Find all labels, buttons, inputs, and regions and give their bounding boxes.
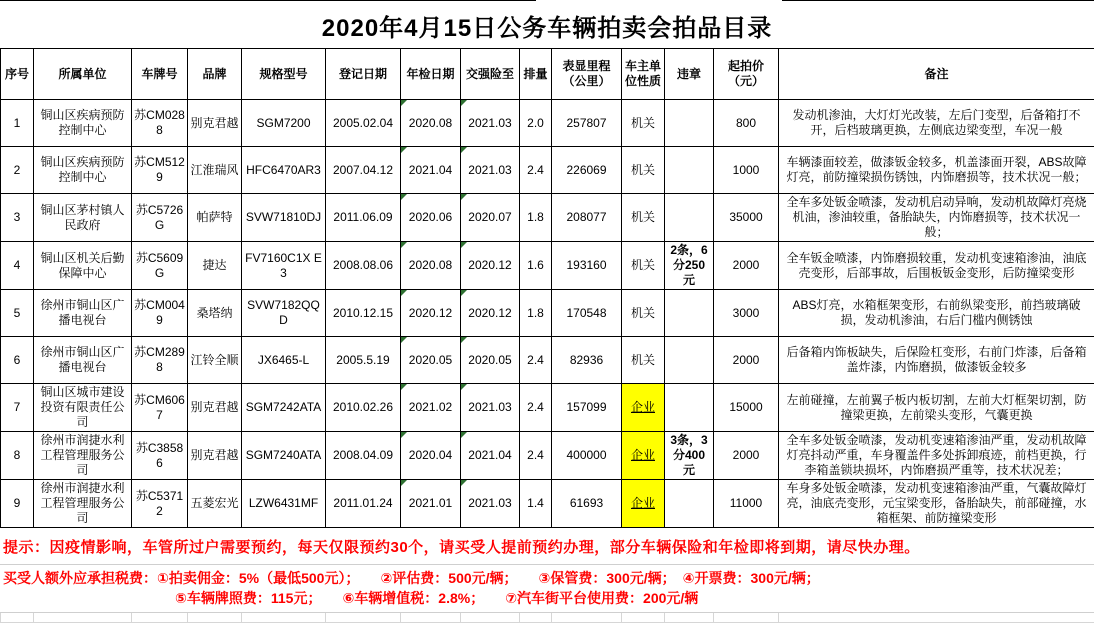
seq-cell: 3 — [1, 194, 34, 242]
table-row — [1, 100, 1094, 147]
col-header-unit: 所属单位 — [34, 49, 132, 100]
mileage-cell: 82936 — [552, 337, 622, 384]
mileage-cell: 257807 — [552, 100, 622, 147]
brand-cell: 江淮瑞风 — [188, 147, 242, 194]
inspection-date-cell: 2021.04 — [401, 147, 461, 194]
brand-cell: 帕萨特 — [188, 194, 242, 242]
col-header-remark: 备注 — [779, 49, 1094, 100]
empty-cell — [1, 613, 34, 623]
model-cell: FV7160C1X E3 — [242, 242, 326, 290]
model-cell: HFC6470AR3 — [242, 147, 326, 194]
inspection-date-cell: 2021.01 — [401, 480, 461, 528]
displacement-cell: 1.8 — [520, 290, 552, 337]
violation-cell — [665, 384, 714, 432]
displacement-cell: 1.4 — [520, 480, 552, 528]
owner-type-cell: 机关 — [622, 242, 665, 290]
violation-cell — [665, 100, 714, 147]
seq-cell: 2 — [1, 147, 34, 194]
inspection-date-cell: 2020.06 — [401, 194, 461, 242]
brand-cell: 捷达 — [188, 242, 242, 290]
col-header-violation: 违章 — [665, 49, 714, 100]
empty-cell — [779, 613, 1094, 623]
empty-cell — [520, 613, 552, 623]
brand-cell: 桑塔纳 — [188, 290, 242, 337]
top-border-right — [782, 0, 1094, 1]
displacement-cell: 2.0 — [520, 100, 552, 147]
plate-cell: 苏C38586 — [132, 432, 188, 480]
col-header-inspection-date: 年检日期 — [401, 49, 461, 100]
displacement-cell: 2.4 — [520, 384, 552, 432]
insurance-date-cell: 2021.04 — [461, 432, 520, 480]
start-price-cell: 3000 — [714, 290, 779, 337]
remark-cell: 全车钣金喷漆，内饰磨损较重，发动机变速箱渗油，油底壳变形，后部事故，后围板钣金变形，后防撞梁变形 — [779, 242, 1094, 290]
owner-type-cell: 机关 — [622, 100, 665, 147]
violation-cell — [665, 290, 714, 337]
plate-cell: 苏CM2898 — [132, 337, 188, 384]
insurance-date-cell: 2021.03 — [461, 100, 520, 147]
empty-cell — [34, 613, 132, 623]
col-header-mileage: 表显里程（公里） — [552, 49, 622, 100]
unit-cell: 铜山区疾病预防控制中心 — [34, 100, 132, 147]
unit-cell: 铜山区城市建设投资有限责任公司 — [34, 384, 132, 432]
inspection-date-cell: 2020.08 — [401, 100, 461, 147]
displacement-cell: 2.4 — [520, 337, 552, 384]
seq-cell: 5 — [1, 290, 34, 337]
covid-notice: 提示：因疫情影响，车管所过户需要预约，每天仅限预约30个，请买受人提前预约办理，部分车辆保险和年检即将到期，请尽快办理。 — [0, 528, 1094, 565]
inspection-date-cell: 2020.08 — [401, 242, 461, 290]
remark-cell: 全车多处钣金喷漆，发动机启动异响，发动机故障灯亮烧机油，渗油较重，备胎缺失，内饰磨损等，技术状况一般； — [779, 194, 1094, 242]
table-row — [1, 290, 1094, 337]
mileage-cell: 226069 — [552, 147, 622, 194]
insurance-date-cell: 2021.03 — [461, 480, 520, 528]
mileage-cell: 400000 — [552, 432, 622, 480]
empty-cell — [326, 613, 401, 623]
insurance-date-cell: 2021.03 — [461, 384, 520, 432]
remark-cell: 车辆漆面较差，做漆钣金较多，机盖漆面开裂，ABS故障灯亮，前防撞梁损伤锈蚀，内饰磨损等，技术状况一般； — [779, 147, 1094, 194]
owner-type-cell: 企业 — [622, 480, 665, 528]
remark-cell: 后备箱内饰板缺失，后保险杠变形，右前门炸漆，后备箱盖炸漆，内饰磨损，做漆钣金较多 — [779, 337, 1094, 384]
empty-cell — [461, 613, 520, 623]
col-header-owner-type: 车主单位性质 — [622, 49, 665, 100]
model-cell: SVW71810DJ — [242, 194, 326, 242]
unit-cell: 徐州市铜山区广播电视台 — [34, 337, 132, 384]
empty-cell — [714, 613, 779, 623]
mileage-cell: 61693 — [552, 480, 622, 528]
col-header-plate: 车牌号 — [132, 49, 188, 100]
table-row — [1, 242, 1094, 290]
reg-date-cell: 2010.12.15 — [326, 290, 401, 337]
fees-note — [0, 565, 1094, 613]
remark-cell: 车身多处钣金喷漆，发动机变速箱渗油严重，气囊故障灯亮，油底壳变形，元宝梁变形，备胎缺失，前部碰撞，水箱框架、前防撞梁变形 — [779, 480, 1094, 528]
col-header-seq: 序号 — [1, 49, 34, 100]
owner-type-cell: 机关 — [622, 194, 665, 242]
table-row — [1, 337, 1094, 384]
displacement-cell: 2.4 — [520, 147, 552, 194]
col-header-displacement: 排量 — [520, 49, 552, 100]
reg-date-cell: 2011.06.09 — [326, 194, 401, 242]
violation-cell — [665, 480, 714, 528]
seq-cell: 6 — [1, 337, 34, 384]
start-price-cell: 15000 — [714, 384, 779, 432]
col-header-insurance-date: 交强险至 — [461, 49, 520, 100]
violation-cell: 3条，3分400元 — [665, 432, 714, 480]
empty-cell — [242, 613, 326, 623]
reg-date-cell: 2007.04.12 — [326, 147, 401, 194]
table-row — [1, 147, 1094, 194]
unit-cell: 铜山区机关后勤保障中心 — [34, 242, 132, 290]
brand-cell: 江铃全顺 — [188, 337, 242, 384]
unit-cell: 铜山区疾病预防控制中心 — [34, 147, 132, 194]
mileage-cell: 157099 — [552, 384, 622, 432]
remark-cell: 全车多处钣金喷漆，发动机变速箱渗油严重，发动机故障灯亮抖动严重，车身覆盖件多处拆卸痕迹，前档更换，行李箱盖锁块损坏，内饰磨损严重等，技术状况差； — [779, 432, 1094, 480]
owner-type-cell: 企业 — [622, 432, 665, 480]
mileage-cell: 170548 — [552, 290, 622, 337]
insurance-date-cell: 2021.03 — [461, 147, 520, 194]
reg-date-cell: 2008.08.06 — [326, 242, 401, 290]
start-price-cell: 2000 — [714, 432, 779, 480]
inspection-date-cell: 2020.12 — [401, 290, 461, 337]
table-row — [1, 480, 1094, 528]
inspection-date-cell: 2020.05 — [401, 337, 461, 384]
displacement-cell: 1.8 — [520, 194, 552, 242]
empty-cell — [188, 613, 242, 623]
seq-cell: 1 — [1, 100, 34, 147]
remark-cell: 发动机渗油，大灯灯光改装，左后门变型，后备箱打不开，后档玻璃更换，左侧底边梁变型，车况一般 — [779, 100, 1094, 147]
inspection-date-cell: 2020.04 — [401, 432, 461, 480]
empty-cell — [401, 613, 461, 623]
reg-date-cell: 2010.02.26 — [326, 384, 401, 432]
start-price-cell: 11000 — [714, 480, 779, 528]
empty-cell — [132, 613, 188, 623]
reg-date-cell: 2005.02.04 — [326, 100, 401, 147]
displacement-cell: 2.4 — [520, 432, 552, 480]
fees-note-line1: 买受人额外应承担税费：①拍卖佣金：5%（最低500元）； ②评估费：500元/辆； ③保管费：300元/辆； ④开票费：300元/辆； — [3, 570, 820, 586]
violation-cell: 2条，6分250元 — [665, 242, 714, 290]
seq-cell: 7 — [1, 384, 34, 432]
model-cell: SGM7242ATA — [242, 384, 326, 432]
empty-cell — [665, 613, 714, 623]
mileage-cell: 208077 — [552, 194, 622, 242]
model-cell: SVW7182QQD — [242, 290, 326, 337]
reg-date-cell: 2011.01.24 — [326, 480, 401, 528]
model-cell: SGM7240ATA — [242, 432, 326, 480]
insurance-date-cell: 2020.12 — [461, 290, 520, 337]
start-price-cell: 1000 — [714, 147, 779, 194]
seq-cell: 8 — [1, 432, 34, 480]
start-price-cell: 800 — [714, 100, 779, 147]
page-title: 2020年4月15日公务车辆拍卖会拍品目录 — [321, 15, 773, 42]
plate-cell: 苏C53712 — [132, 480, 188, 528]
col-header-brand: 品牌 — [188, 49, 242, 100]
empty-grid-row — [0, 613, 1094, 623]
col-header-start-price: 起拍价（元） — [714, 49, 779, 100]
auction-table — [0, 48, 1094, 528]
plate-cell: 苏CM6067 — [132, 384, 188, 432]
model-cell: SGM7200 — [242, 100, 326, 147]
remark-cell: 左前碰撞，左前翼子板内板切割，左前大灯框架切割，防撞梁更换，左前梁头变形，气囊更换 — [779, 384, 1094, 432]
plate-cell: 苏C5609G — [132, 242, 188, 290]
col-header-reg-date: 登记日期 — [326, 49, 401, 100]
displacement-cell: 1.6 — [520, 242, 552, 290]
start-price-cell: 2000 — [714, 242, 779, 290]
model-cell: JX6465-L — [242, 337, 326, 384]
owner-type-cell: 机关 — [622, 147, 665, 194]
seq-cell: 4 — [1, 242, 34, 290]
fees-note-line2: ⑤车辆牌照费：115元； ⑥车辆增值税：2.8%； ⑦汽车街平台使用费：200元/辆 — [175, 590, 699, 606]
table-row — [1, 432, 1094, 480]
table-row — [1, 194, 1094, 242]
mileage-cell: 193160 — [552, 242, 622, 290]
brand-cell: 别克君越 — [188, 384, 242, 432]
violation-cell — [665, 337, 714, 384]
start-price-cell: 35000 — [714, 194, 779, 242]
owner-type-cell: 机关 — [622, 290, 665, 337]
top-border-left — [0, 0, 536, 1]
remark-cell: ABS灯亮，水箱框架变形，右前纵梁变形，前挡玻璃破损，发动机渗油，右后门槛内侧锈蚀 — [779, 290, 1094, 337]
plate-cell: 苏CM0288 — [132, 100, 188, 147]
table-header-row — [1, 49, 1094, 100]
inspection-date-cell: 2021.02 — [401, 384, 461, 432]
insurance-date-cell: 2020.05 — [461, 337, 520, 384]
unit-cell: 徐州市润捷水利工程管理服务公司 — [34, 480, 132, 528]
owner-type-cell: 机关 — [622, 337, 665, 384]
empty-cell — [552, 613, 622, 623]
owner-type-cell: 企业 — [622, 384, 665, 432]
model-cell: LZW6431MF — [242, 480, 326, 528]
brand-cell: 别克君越 — [188, 432, 242, 480]
brand-cell: 别克君越 — [188, 100, 242, 147]
reg-date-cell: 2005.5.19 — [326, 337, 401, 384]
insurance-date-cell: 2020.07 — [461, 194, 520, 242]
empty-cell — [622, 613, 665, 623]
unit-cell: 徐州市铜山区广播电视台 — [34, 290, 132, 337]
table-row — [1, 384, 1094, 432]
plate-cell: 苏CM0049 — [132, 290, 188, 337]
col-header-model: 规格型号 — [242, 49, 326, 100]
plate-cell: 苏CM5129 — [132, 147, 188, 194]
plate-cell: 苏C5726G — [132, 194, 188, 242]
reg-date-cell: 2008.04.09 — [326, 432, 401, 480]
insurance-date-cell: 2020.12 — [461, 242, 520, 290]
unit-cell: 徐州市润捷水利工程管理服务公司 — [34, 432, 132, 480]
seq-cell: 9 — [1, 480, 34, 528]
unit-cell: 铜山区茅村镇人民政府 — [34, 194, 132, 242]
violation-cell — [665, 147, 714, 194]
violation-cell — [665, 194, 714, 242]
brand-cell: 五菱宏光 — [188, 480, 242, 528]
start-price-cell: 2000 — [714, 337, 779, 384]
